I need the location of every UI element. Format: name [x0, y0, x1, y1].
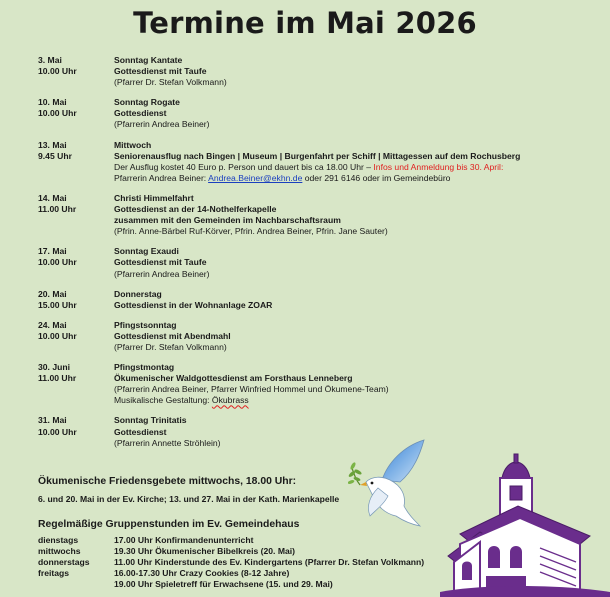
event-service: Gottesdienst an der 14-Nothelferkapelle [114, 204, 277, 215]
event-name: Sonntag Rogate [114, 97, 180, 108]
event-item [38, 140, 598, 184]
event-date: 10. Mai [38, 97, 67, 108]
event-time: 11.00 Uhr [38, 373, 77, 384]
dove-with-olive-branch-icon [348, 436, 430, 534]
event-service: Gottesdienst mit Taufe [114, 257, 207, 268]
event-music: Musikalische Gestaltung: Ökubrass [114, 395, 249, 406]
event-time: 10.00 Uhr [38, 257, 77, 268]
event-service: Ökumenischer Waldgottesdienst am Forsthaus Lenneberg [114, 373, 353, 384]
email-link[interactable]: Andrea.Beiner@ekhn.de [208, 172, 303, 183]
gruppen-list [38, 535, 438, 590]
event-name: Pfingstmontag [114, 362, 175, 373]
event-item [38, 415, 598, 448]
event-service: Gottesdienst [114, 108, 167, 119]
event-note: (Pfrin. Anne-Bärbel Ruf-Körver, Pfrin. Andrea Beiner, Pfrin. Jane Sauter) [114, 226, 388, 237]
event-time: 10.00 Uhr [38, 426, 77, 437]
friedensgebete-text: 6. und 20. Mai in der Ev. Kirche; 13. und 27. Mai in der Kath. Marienkapelle [38, 494, 340, 504]
event-name: Pfingstsonntag [114, 319, 177, 330]
event-date: 20. Mai [38, 288, 67, 299]
gruppen-title: Regelmäßige Gruppenstunden im Ev. Gemeindehaus [38, 519, 300, 530]
event-note: (Pfarrerin Andrea Beiner) [114, 119, 210, 130]
event-date: 14. Mai [38, 192, 67, 203]
event-time: 9.45 Uhr [38, 150, 72, 161]
gruppen-row: donnerstags 11.00 Uhr Kinderstunde des Ev. Kindergartens (Pfarrer Dr. Stefan Volkmann) [38, 557, 425, 568]
event-note: (Pfarrerin Andrea Beiner, Pfarrer Winfried Hommel und Ökumene-Team) [114, 384, 389, 395]
event-item [38, 97, 598, 130]
page-title: Termine im Mai 2026 [133, 6, 477, 40]
event-time: 15.00 Uhr [38, 299, 77, 310]
event-service: Gottesdienst mit Abendmahl [114, 330, 231, 341]
event-time: 10.00 Uhr [38, 330, 77, 341]
event-date: 13. Mai [38, 139, 67, 150]
event-item [38, 246, 598, 279]
event-item [38, 193, 598, 237]
event-note: Der Ausflug kostet 40 Euro p. Person und dauert bis ca 18.00 Uhr – Infos und Anmeldung bis 30. April: [114, 161, 504, 172]
event-contact: Pfarrerin Andrea Beiner: Andrea.Beiner@ekhn.de oder 291 6146 oder im Gemeindebüro [114, 172, 451, 183]
event-date: 3. Mai [38, 55, 62, 65]
church-illustration [440, 452, 610, 597]
event-name: Mittwoch [114, 139, 152, 150]
event-item [38, 362, 598, 406]
event-name: Sonntag Exaudi [114, 246, 179, 257]
event-service: Gottesdienst mit Taufe [114, 66, 207, 77]
event-item [38, 289, 598, 311]
event-note: (Pfarrerin Annette Ströhlein) [114, 437, 221, 448]
event-name: Christi Himmelfahrt [114, 192, 194, 203]
event-date: 31. Mai [38, 415, 67, 426]
event-service-detail: zusammen mit den Gemeinden im Nachbarschaftsraum [114, 215, 341, 226]
event-date: 30. Juni [38, 362, 70, 373]
event-note: (Pfarrer Dr. Stefan Volkmann) [114, 341, 227, 352]
event-name: Donnerstag [114, 288, 162, 299]
event-item [38, 320, 598, 353]
gruppen-row: freitags 16.00-17.30 Uhr Crazy Cookies (8-12 Jahre) [38, 568, 290, 579]
friedensgebete-title: Ökumenische Friedensgebete mittwochs, 18.00 Uhr: [38, 476, 297, 487]
event-time: 11.00 Uhr [38, 204, 77, 215]
event-time: 10.00 Uhr [38, 66, 77, 77]
event-name: Sonntag Trinitatis [114, 415, 187, 426]
event-name: Sonntag Kantate [114, 55, 183, 65]
event-service: Gottesdienst in der Wohnanlage ZOAR [114, 299, 273, 310]
event-date: 17. Mai [38, 246, 67, 257]
gruppen-row: mittwochs 19.30 Uhr Ökumenischer Bibelkreis (20. Mai) [38, 546, 296, 557]
event-time: 10.00 Uhr [38, 108, 77, 119]
gruppen-row: dienstags 17.00 Uhr Konfirmandenunterricht [38, 535, 254, 545]
event-list [38, 55, 598, 458]
event-date: 24. Mai [38, 319, 67, 330]
gruppen-row: 19.00 Uhr Spieletreff für Erwachsene (15. und 29. Mai) [114, 579, 333, 590]
registration-deadline: Infos und Anmeldung bis 30. April: [373, 161, 504, 172]
event-service: Gottesdienst [114, 426, 167, 437]
event-note: (Pfarrerin Andrea Beiner) [114, 268, 210, 279]
event-service: Seniorenausflug nach Bingen | Museum | Burgenfahrt per Schiff | Mittagessen auf dem Rochusberg [114, 150, 521, 161]
event-note: (Pfarrer Dr. Stefan Volkmann) [114, 77, 227, 88]
event-item [38, 55, 598, 88]
